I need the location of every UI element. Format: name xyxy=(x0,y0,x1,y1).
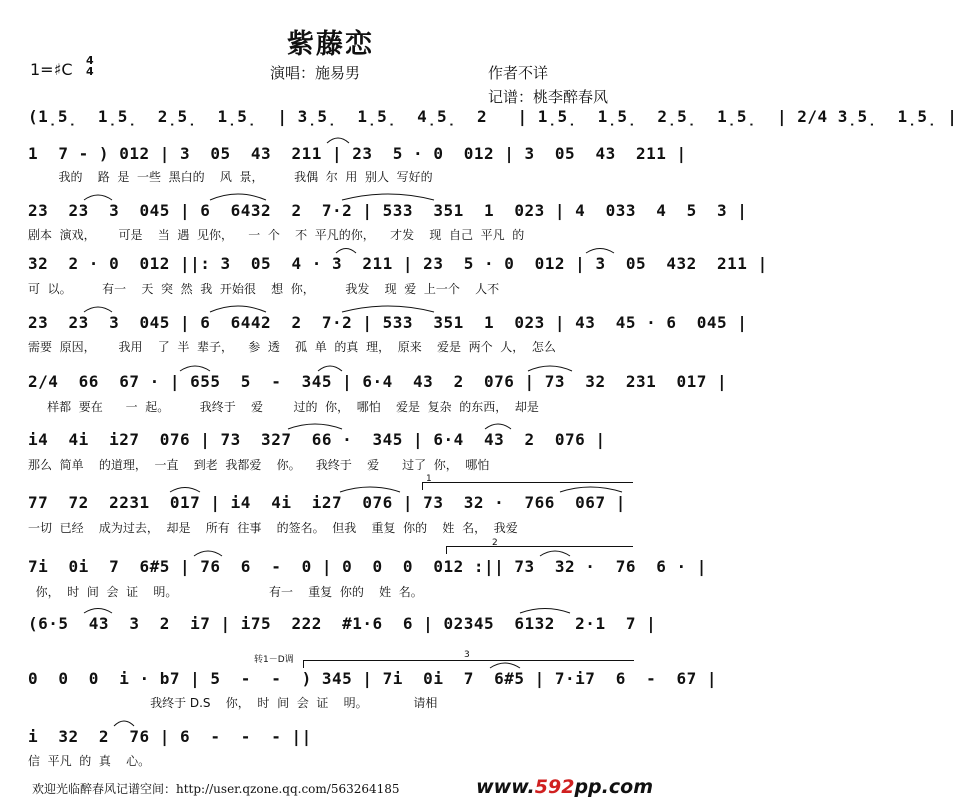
notation-row-5: 23 23 3 045 | 6 6442 2 7·2 | 533 351 1 023 | 43 45 · 6 045 | xyxy=(28,313,748,332)
notation-row-2: 1 7 - ) 012 | 3 05 43 211 | 23 5 · 0 012 | 3 05 43 211 | xyxy=(28,144,687,163)
site-watermark xyxy=(476,776,653,798)
notation-row-1: (1̣5̣ 1̣5̣ 2̣5̣ 1̣5̣ | 3̣5̣ 1̣5̣ 4̣5̣ 2 | 1̣5̣ 1̣5̣ 2̣5̣ 1̣5̣ | 2/4 3̣5̣ 1̣5̣ | xyxy=(28,107,957,126)
slur-arc xyxy=(210,194,266,200)
volta-bracket-1 xyxy=(422,482,633,490)
volta-label-1: 1 xyxy=(426,474,432,484)
lyric-row-4: 可 以。 有一 天 突 然 我 开始很 想 你， 我发 现 爱 上一个 人不 xyxy=(28,282,500,296)
time-signature-top: 4 xyxy=(86,54,94,67)
notation-row-6: 2/4 66 67 · | 655 5 - 345 | 6·4 43 2 076 | 73 32 231 017 | xyxy=(28,372,728,391)
slur-arc xyxy=(340,487,400,492)
slur-arc xyxy=(336,249,356,254)
lyric-row-8: 一切 已经 成为过去， 却是 所有 往事 的签名。 但我 重复 你的 姓 名， 我爱 xyxy=(28,521,518,535)
notation-row-9: 7i 0i 7 6#5 | 76 6 - 0 | 0 0 0 012 :|| 73 32 · 76 6 · | xyxy=(28,557,707,576)
notation-row-12: i 32 2 76 | 6 - - - || xyxy=(28,727,312,746)
slur-arc xyxy=(194,551,222,556)
slur-arc xyxy=(84,609,112,614)
lyric-row-9: 你， 时 间 会 证 明。 有一 重复 你的 姓 名。 xyxy=(28,585,423,599)
notation-row-10: (6·5 43 3 2 i7 | i75 222 #1·6 6 | 02345 6132 2·1 7 | xyxy=(28,614,657,633)
site-suffix: pp.com xyxy=(574,776,653,798)
lyric-row-3: 剧本 演戏， 可是 当 遇 见你， 一 个 不 平凡的你， 才发 现 自己 平凡 的 xyxy=(28,228,525,242)
singer-credit: 演唱：施易男 xyxy=(270,64,361,82)
time-signature xyxy=(86,55,94,77)
site-prefix: www. xyxy=(476,776,535,798)
slur-arc xyxy=(342,306,434,312)
volta-bracket-3 xyxy=(303,660,634,668)
lyric-row-5: 需要 原因， 我用 了 半 辈子， 参 透 孤 单 的真 理， 原来 爱是 两个 人， 怎么 xyxy=(28,340,556,354)
slur-arc xyxy=(114,721,134,726)
volta-bracket-2 xyxy=(446,546,633,554)
lyric-row-2: 我的 路 是 一些 黑白的 风 景， 我偶 尔 用 别人 写好的 xyxy=(28,170,433,184)
notation-row-7: i4 4i i27 076 | 73 327 66 · 345 | 6·4 43 2 076 | xyxy=(28,430,606,449)
footer-text: 欢迎光临醉春风记谱空间：http://user.qzone.qq.com/563264185 xyxy=(32,782,400,796)
slur-arc xyxy=(327,138,349,143)
slur-arc xyxy=(586,249,614,254)
slur-arc xyxy=(485,424,511,429)
song-title: 紫藤恋 xyxy=(287,29,374,60)
author-credit: 作者不详 xyxy=(488,64,549,82)
lyric-row-7: 那么 简单 的道理， 一直 到老 我都爱 你。 我终于 爱 过了 你， 哪怕 xyxy=(28,458,490,472)
lyric-row-6: 样都 要在 一 起。 我终于 爱 过的 你， 哪怕 爱是 复杂 的东西， 却是 xyxy=(28,400,539,414)
slur-arc xyxy=(170,488,200,493)
slur-arc xyxy=(210,306,266,312)
slur-arc xyxy=(520,609,570,614)
modulation-mark: 转1－D调 xyxy=(254,655,294,665)
slur-arc xyxy=(318,366,342,371)
notation-row-3: 23 23 3 045 | 6 6432 2 7·2 | 533 351 1 023 | 4 033 4 5 3 | xyxy=(28,201,748,220)
notation-row-11: 0 0 0 i · b7 | 5 - - ) 345 | 7i 0i 7 6#5 | 7·i7 6 - 67 | xyxy=(28,669,718,688)
notation-row-4: 32 2 · 0 012 ||: 3 05 4 · 3 211 | 23 5 · 0 012 | 3 05 432 211 | xyxy=(28,254,768,273)
slur-arc xyxy=(84,307,112,312)
volta-label-2: 2 xyxy=(492,538,498,548)
volta-label-3: 3 xyxy=(464,650,470,660)
site-number: 592 xyxy=(534,776,575,798)
notation-row-8: 77 72 2231 017 | i4 4i i27 076 | 73 32 · 766 067 | xyxy=(28,493,626,512)
time-signature-bottom: 4 xyxy=(86,65,94,78)
lyric-row-12: 信 平凡 的 真 心。 xyxy=(28,754,151,768)
transcriber-credit: 记谱：桃李醉春风 xyxy=(488,88,609,106)
lyric-row-11: 我终于 D.S 你， 时 间 会 证 明。 请相 xyxy=(28,696,438,710)
slur-arc xyxy=(528,366,572,371)
slur-arc xyxy=(342,194,434,200)
slur-arc xyxy=(84,195,112,200)
key-signature: 1=♯C xyxy=(30,60,73,79)
slur-arc xyxy=(180,366,210,371)
slur-arc xyxy=(288,424,342,429)
